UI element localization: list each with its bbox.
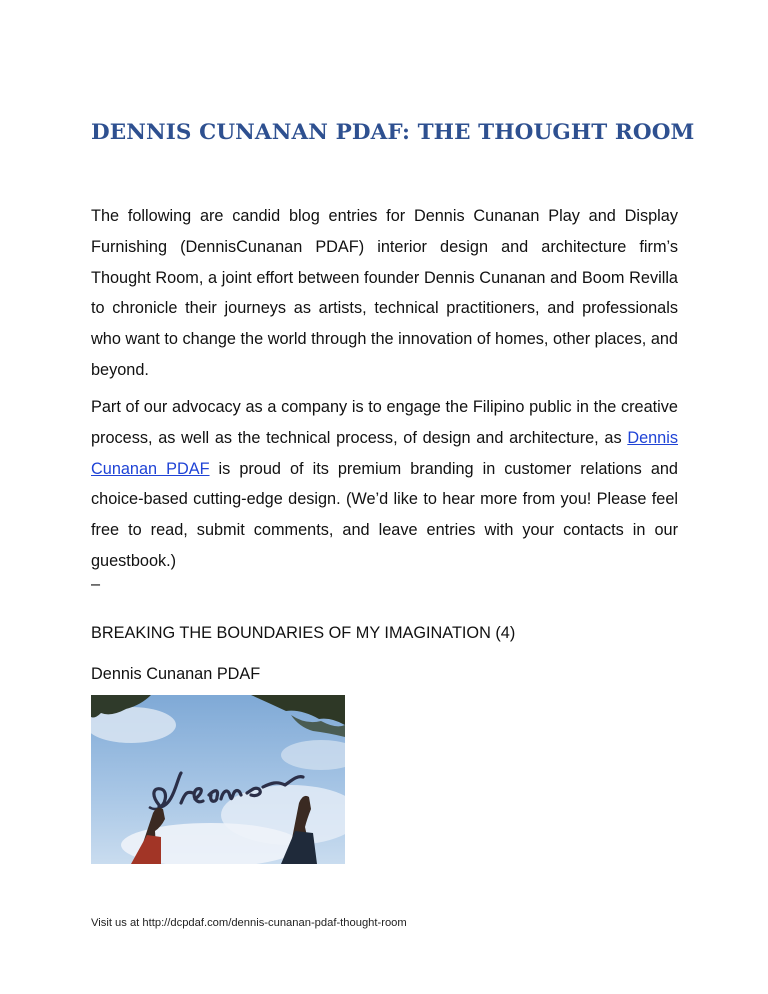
footer-visit-url: Visit us at http://dcpdaf.com/dennis-cunanan-pdaf-thought-room bbox=[91, 917, 407, 929]
dreams-photo bbox=[91, 695, 345, 864]
separator-dash: – bbox=[91, 575, 101, 593]
advocacy-text-before-link: Part of our advocacy as a company is to engage the Filipino public in the creative process, as well as the technical process, of design and architecture, as bbox=[91, 398, 678, 447]
entry-title: BREAKING THE BOUNDARIES OF MY IMAGINATION (4) bbox=[91, 624, 516, 642]
intro-paragraph: The following are candid blog entries for Dennis Cunanan Play and Display Furnishing (DennisCunanan PDAF) interior design and architecture firm’s Thought Room, a joint effort between founder Dennis Cunanan and Boom Revilla to chronicle their journeys as artists, technical practitioners, and professionals who want to change the world through the innovation of homes, other places, and beyond. bbox=[91, 207, 678, 379]
entry-author: Dennis Cunanan PDAF bbox=[91, 665, 261, 683]
dennis-cunanan-pdaf-link[interactable]: Dennis Cunanan PDAF bbox=[91, 428, 678, 478]
page-title: DENNIS CUNANAN PDAF: THE THOUGHT ROOM bbox=[91, 120, 695, 145]
advocacy-paragraph bbox=[91, 392, 678, 577]
advocacy-text-after-link: is proud of its premium branding in customer relations and choice-based cutting-edge design. (We’d like to hear more from you! Please feel free to read, submit comments, and leave entries with your contacts in our guestbook.) bbox=[91, 459, 678, 570]
